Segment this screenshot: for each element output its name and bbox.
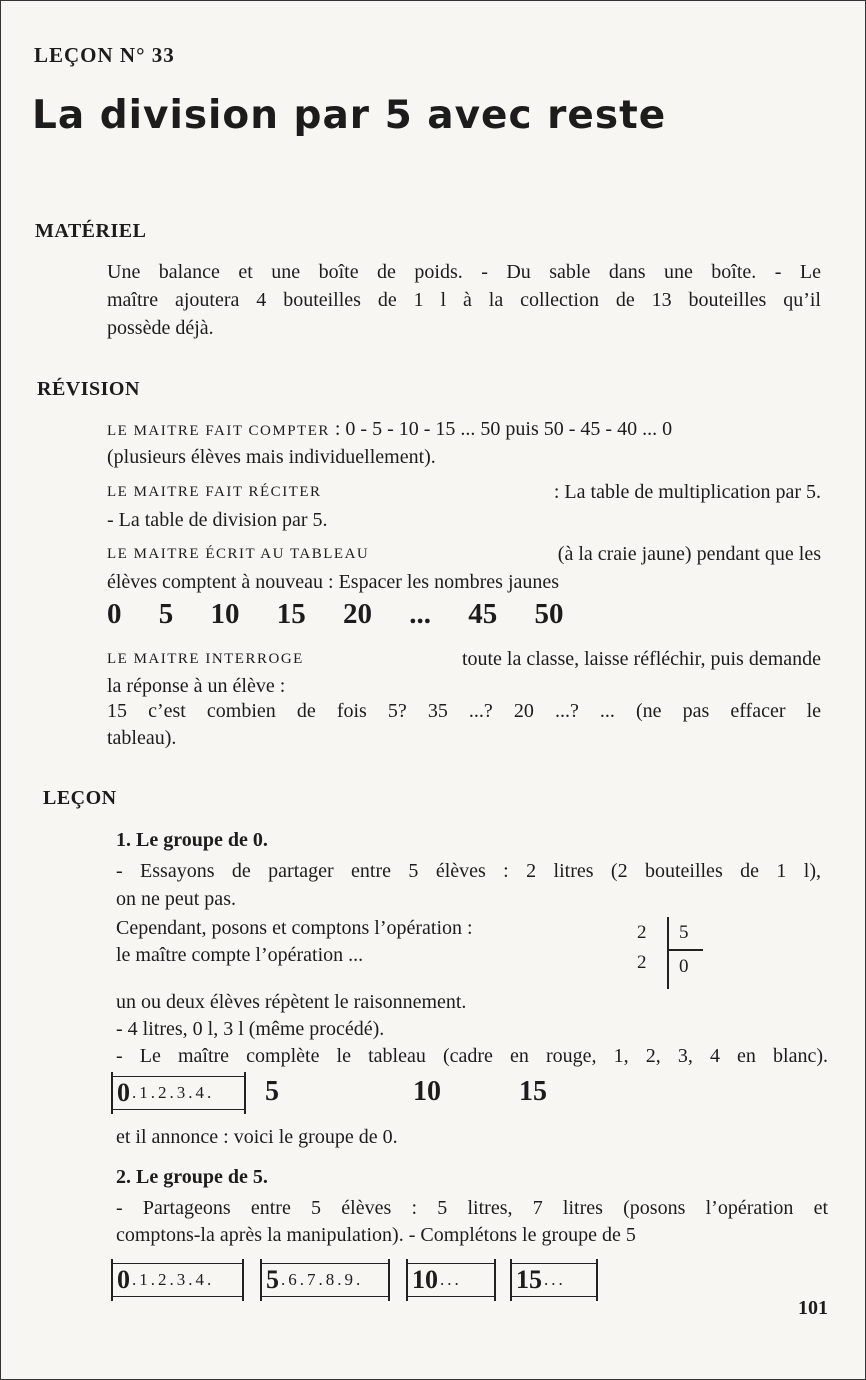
division-remainder: 2	[637, 952, 647, 973]
yellow-number: 20	[343, 598, 372, 630]
revision-block-2-line-1	[107, 479, 821, 506]
revision-block-4-line-1	[107, 646, 821, 673]
group-box-lead: 0	[117, 1078, 130, 1107]
revision-block-2-text: : La table de multiplication par 5.	[553, 481, 821, 503]
yellow-number-ellipsis: ...	[409, 598, 431, 630]
revision-block-2-line-2: - La table de division par 5.	[107, 509, 328, 531]
yellow-number: 15	[276, 598, 306, 630]
materiel-line-1: Une balance et une boîte de poids. - Du sable dans une boîte. - Le	[107, 261, 821, 283]
group-box-lead: 0	[117, 1265, 130, 1294]
group-zero-box	[111, 1072, 246, 1114]
revision-block-4-label: LE MAITRE INTERROGE	[107, 651, 304, 667]
lecon-1-line-3: Cependant, posons et comptons l’opération :	[116, 917, 473, 939]
yellow-number: 50	[534, 598, 564, 630]
revision-block-3-text: (à la craie jaune) pendant que les	[557, 543, 821, 565]
division-vertical-line	[667, 917, 669, 989]
lecon-1-line-5: un ou deux élèves répètent le raisonnement.	[116, 991, 467, 1013]
group-box	[406, 1259, 496, 1301]
table-number: 15	[519, 1076, 547, 1107]
revision-block-4-text: toute la classe, laisse réfléchir, puis demande	[461, 648, 821, 670]
lesson-number: LEÇON N° 33	[34, 43, 175, 67]
materiel-line-3: possède déjà.	[107, 317, 214, 339]
yellow-number: 45	[468, 598, 498, 630]
group-box-digits: ...	[544, 1270, 566, 1289]
group-box	[260, 1259, 390, 1301]
group-box-lead: 10	[412, 1265, 438, 1294]
lecon-1-line-2: on ne peut pas.	[116, 888, 236, 910]
subsection-title-1: 1. Le groupe de 0.	[116, 829, 268, 851]
page-number: 101	[798, 1297, 828, 1319]
group-box-digits: ...	[440, 1270, 462, 1289]
yellow-number: 10	[210, 598, 240, 630]
group-box-lead: 5	[266, 1265, 279, 1294]
table-number: 10	[413, 1076, 441, 1107]
division-dividend: 2	[637, 922, 647, 943]
revision-block-1-line-1	[107, 416, 672, 445]
yellow-number: 5	[158, 598, 174, 630]
revision-block-3-label: LE MAITRE ÉCRIT AU TABLEAU	[107, 546, 370, 562]
lecon-1-line-7: - Le maître complète le tableau (cadre en rouge, 1, 2, 3, 4 en blanc).	[116, 1045, 828, 1067]
section-heading-materiel: MATÉRIEL	[35, 220, 147, 242]
lecon-2-line-1: - Partageons entre 5 élèves : 5 litres, 7 litres (posons l’opération et	[116, 1197, 828, 1219]
group-box	[510, 1259, 598, 1301]
yellow-number: 0	[107, 598, 122, 630]
group-box-digits: .1.2.3.4.	[132, 1083, 215, 1102]
revision-block-4-line-3: 15 c’est combien de fois 5? 35 ...? 20 ...? ... (ne pas effacer le	[107, 700, 821, 722]
revision-block-4-line-2: la réponse à un élève :	[107, 675, 286, 697]
group-box-digits: .6.7.8.9.	[281, 1270, 364, 1289]
section-heading-revision: RÉVISION	[37, 378, 140, 400]
division-layout	[621, 913, 711, 991]
lecon-1-line-4: le maître compte l’opération ...	[116, 944, 364, 966]
lecon-1-line-6: - 4 litres, 0 l, 3 l (même procédé).	[116, 1018, 385, 1040]
division-divisor: 5	[679, 922, 689, 943]
lecon-1-line-1: - Essayons de partager entre 5 élèves : 2 litres (2 bouteilles de 1 l),	[116, 860, 821, 882]
revision-block-3-line-2: élèves comptent à nouveau : Espacer les nombres jaunes	[107, 571, 560, 593]
yellow-numbers-row	[107, 598, 594, 631]
lecon-1-line-8: et il annonce : voici le groupe de 0.	[116, 1126, 398, 1148]
revision-block-1-line-2: (plusieurs élèves mais individuellement).	[107, 446, 436, 468]
division-quotient: 0	[679, 956, 689, 977]
table-number: 5	[265, 1076, 279, 1107]
revision-block-2-label: LE MAITRE FAIT RÉCITER	[107, 484, 322, 500]
group-box-lead: 15	[516, 1265, 542, 1294]
subsection-title-2: 2. Le groupe de 5.	[116, 1166, 268, 1188]
lecon-2-line-2: comptons-la après la manipulation). - Complétons le groupe de 5	[116, 1224, 636, 1246]
revision-block-3-line-1	[107, 541, 821, 568]
revision-block-1-text: : 0 - 5 - 10 - 15 ... 50 puis 50 - 45 - 40 ... 0	[334, 418, 673, 440]
page-title: La division par 5 avec reste	[32, 93, 667, 138]
revision-block-1-label: LE MAITRE FAIT COMPTER	[107, 423, 330, 439]
group-box	[111, 1259, 244, 1301]
section-heading-lecon: LEÇON	[43, 787, 117, 809]
group-box-digits: .1.2.3.4.	[132, 1270, 215, 1289]
materiel-line-2: maître ajoutera 4 bouteilles de 1 l à la collection de 13 bouteilles qu’il	[107, 289, 821, 311]
division-horizontal-line	[667, 949, 703, 951]
revision-block-4-line-4: tableau).	[107, 727, 177, 749]
